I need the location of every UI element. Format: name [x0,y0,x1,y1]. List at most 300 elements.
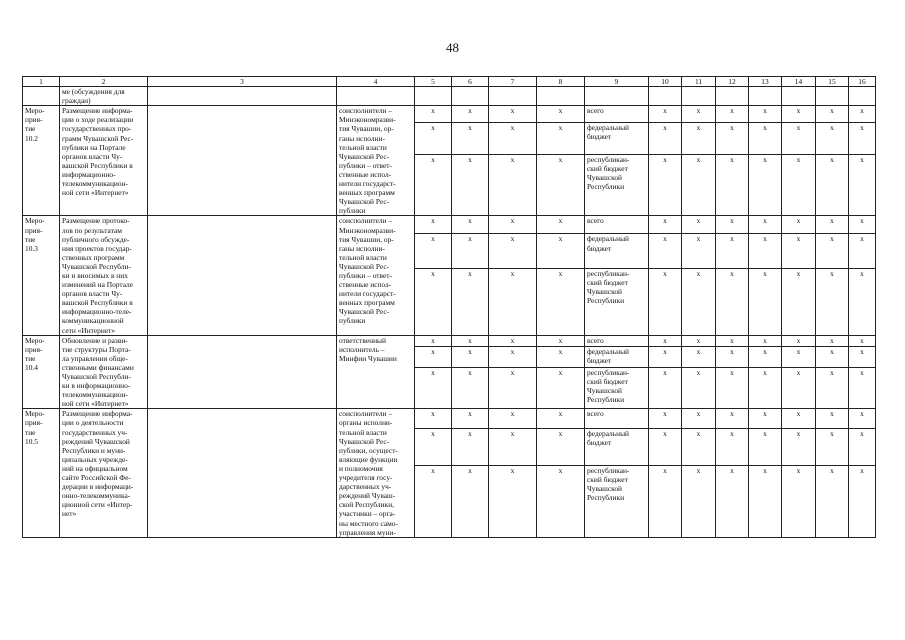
column-number: 7 [489,77,537,87]
activity-id-line: 10.4 [25,362,38,372]
funding-source-line: Чувашской [587,172,623,182]
carry-over-line: ме (обсуждения для [62,87,125,97]
executor-line: публики [339,206,366,216]
activity-name-line: ственными финансами [62,362,134,372]
mark-cell: x [489,106,537,123]
column-number: 4 [337,77,415,87]
mark-cell: x [452,154,489,216]
value-cell: x [716,154,749,216]
funding-source-line: всего [587,335,604,345]
funding-source [585,122,649,154]
activity-name-line: информационно-теле- [62,307,132,317]
funding-source [585,346,649,367]
activity-name-line: ной сети «Интернет» [62,399,129,409]
activity-funding-row [23,106,876,123]
executor-line: нители государст- [339,289,396,299]
value-cell: x [782,216,816,234]
value-cell: x [816,409,849,428]
activity-id-line: Меро- [25,216,45,226]
executor-line: учредителя госу- [339,473,393,483]
funding-source-line: республикан- [587,154,630,164]
executor-line: тельной власти [339,427,387,437]
executor-line: венных программ [339,188,395,198]
column-number: 11 [682,77,716,87]
value-cell: x [716,428,749,465]
column-number: 6 [452,77,489,87]
value-cell: x [816,122,849,154]
activity-id-line: тие [25,124,36,134]
mark-cell: x [415,465,452,537]
column-number: 2 [60,77,148,87]
funding-source [585,335,649,346]
value-cell: x [849,428,876,465]
value-cell: x [682,335,716,346]
value-cell: x [849,216,876,234]
value-cell: x [816,335,849,346]
activity-name-line: грамм Чувашской Рес- [62,133,134,143]
mark-cell: x [452,346,489,367]
value-cell: x [749,335,782,346]
mark-cell: x [452,409,489,428]
value-cell: x [849,268,876,335]
funding-source [585,268,649,335]
value-cell: x [816,106,849,123]
value-cell: x [782,106,816,123]
value-cell: x [749,346,782,367]
value-cell: x [716,268,749,335]
value-cell: x [816,234,849,268]
column-number: 14 [782,77,816,87]
mark-cell: x [452,234,489,268]
activity-id-line: прия- [25,418,43,428]
column-number: 8 [537,77,585,87]
value-cell: x [816,216,849,234]
activity-id-line: прия- [25,344,43,354]
funding-source-line: бюджет [587,132,612,142]
executor-line: органы исполни- [339,418,393,428]
column-number: 15 [816,77,849,87]
value-cell: x [849,106,876,123]
funding-source-line: всего [587,216,604,226]
activity-name-line: ной сети «Интернет» [62,188,129,198]
activity-id-line: 10.2 [25,133,38,143]
activity-name-line: ции о ходе реализации [62,115,134,125]
mark-cell: x [415,428,452,465]
value-cell: x [849,368,876,409]
value-cell: x [649,465,682,537]
value-cell: x [782,409,816,428]
value-cell: x [782,346,816,367]
activity-name-line: ки и вносимых в них [62,270,128,280]
column-number-row [23,77,876,87]
value-cell: x [749,216,782,234]
value-cell: x [749,268,782,335]
activity-name-line: публики на Портале [62,142,126,152]
value-cell: x [782,154,816,216]
activity-name-line: вашской Республики в [62,298,133,308]
column-number: 1 [23,77,60,87]
activity-id-line: 10.5 [25,436,38,446]
executor-line: соисполнители – [339,106,393,116]
funding-source-line: ский бюджет [587,377,628,387]
activity-id [23,409,60,537]
executor-line: ганы исполни- [339,243,385,253]
executor-line: Чувашской Рес- [339,151,390,161]
mark-cell: x [452,368,489,409]
activity-column-3 [148,216,337,335]
activity-name-line: ственных программ [62,252,125,262]
mark-cell: x [489,409,537,428]
activity-name-line: информационно- [62,169,116,179]
mark-cell: x [537,409,585,428]
mark-cell: x [415,409,452,428]
mark-cell: x [415,335,452,346]
executor-line: Чувашской Рес- [339,261,390,271]
value-cell: x [816,154,849,216]
activity-name-line: телекоммуникацион- [62,390,128,400]
page-number: 48 [446,40,459,55]
mark-cell: x [537,154,585,216]
funding-source-line: Чувашской [587,286,623,296]
value-cell: x [816,346,849,367]
activity-name-line: Обновление и разви- [62,335,128,345]
mark-cell: x [537,122,585,154]
mark-cell: x [489,368,537,409]
mark-cell: x [415,154,452,216]
activity-name-line: органов власти Чу- [62,151,123,161]
activity-name-line: ки в информационно- [62,381,131,391]
value-cell: x [749,428,782,465]
mark-cell: x [537,234,585,268]
executor-line: тия Чувашии, ор- [339,234,394,244]
executor-line: тельной власти [339,142,387,152]
funding-source [585,428,649,465]
mark-cell: x [537,368,585,409]
executor-line: и полномочия [339,463,383,473]
column-number: 10 [649,77,682,87]
value-cell: x [782,122,816,154]
executor-line: вляющие функции [339,454,398,464]
value-cell: x [782,465,816,537]
activity-name-line: вашской Республики в [62,160,133,170]
funding-source-line: Чувашской [587,483,623,493]
executor-line: ганы исполни- [339,133,385,143]
value-cell: x [649,346,682,367]
executor-line: публики, осущест- [339,445,398,455]
value-cell: x [849,234,876,268]
activity-name-line: органов власти Чу- [62,289,123,299]
mark-cell: x [489,268,537,335]
activity-id-line: прия- [25,115,43,125]
value-cell: x [716,346,749,367]
activity-name-line: ции о деятельности [62,418,124,428]
activity-name-line: ла управления обще- [62,353,128,363]
value-cell: x [782,428,816,465]
funding-source-line: бюджет [587,437,612,447]
activity-id-line: Меро- [25,409,45,419]
funding-source [585,234,649,268]
activity-id-line: тие [25,427,36,437]
activity-executors [337,216,415,335]
column-number: 3 [148,77,337,87]
value-cell: x [682,346,716,367]
funding-source-line: ский бюджет [587,163,628,173]
mark-cell: x [537,428,585,465]
funding-source-line: федеральный [587,234,629,244]
funding-source-line: республикан- [587,368,630,377]
value-cell: x [849,154,876,216]
activity-funding-row [23,216,876,234]
activity-executors [337,335,415,409]
activity-name-line: Республики и муни- [62,445,126,455]
executor-line: тельной власти [339,252,387,262]
column-number: 9 [585,77,649,87]
executor-line: ской Республики, [339,500,394,510]
mark-cell: x [537,268,585,335]
funding-source-line: всего [587,409,604,419]
activity-name-line: ционной сети «Интер- [62,500,133,510]
mark-cell: x [489,428,537,465]
mark-cell: x [452,268,489,335]
value-cell: x [682,428,716,465]
activity-executors [337,106,415,216]
value-cell: x [816,465,849,537]
executor-line: соисполнители – [339,216,393,226]
funding-source [585,154,649,216]
funding-source [585,368,649,409]
activity-id [23,335,60,409]
executor-line: тия Чувашии, ор- [339,124,394,134]
activity-id-line: тие [25,353,36,363]
value-cell: x [682,122,716,154]
mark-cell: x [489,216,537,234]
carry-over-row [23,87,876,106]
value-cell: x [782,268,816,335]
activity-column-3 [148,106,337,216]
activity-name-line: лов по результатам [62,225,122,235]
value-cell: x [716,234,749,268]
value-cell: x [649,216,682,234]
value-cell: x [682,465,716,537]
column-number: 16 [849,77,876,87]
value-cell: x [749,465,782,537]
executor-line: нители государст- [339,179,396,189]
activity-name-line: Размещение протоко- [62,216,130,226]
value-cell: x [649,409,682,428]
mark-cell: x [537,216,585,234]
funding-source-line: федеральный [587,346,629,356]
activity-name-line: дерации в информаци- [62,482,134,492]
activity-id-line: тие [25,234,36,244]
carry-over-text [60,87,148,106]
column-number: 12 [716,77,749,87]
executor-line: исполнитель – [339,344,385,354]
mark-cell: x [452,106,489,123]
value-cell: x [849,122,876,154]
activity-funding-row [23,335,876,346]
mark-cell: x [489,154,537,216]
carry-over-line: граждан) [62,96,91,106]
value-cell: x [849,465,876,537]
activity-name-line: Размещение информа- [62,106,133,116]
funding-source-line: Чувашской [587,386,623,396]
program-activities-table [22,76,876,538]
mark-cell: x [415,346,452,367]
executor-line: Чувашской Рес- [339,436,390,446]
activity-column-3 [148,335,337,409]
value-cell: x [782,368,816,409]
value-cell: x [849,346,876,367]
mark-cell: x [537,106,585,123]
executor-line: реждений Чуваш- [339,491,396,501]
funding-source-line: бюджет [587,243,612,253]
executor-line: Минфин Чувашии [339,353,397,363]
funding-source-line: бюджет [587,355,612,365]
column-number: 13 [749,77,782,87]
executor-line: Чувашской Рес- [339,197,390,207]
value-cell: x [849,335,876,346]
mark-cell: x [415,234,452,268]
value-cell: x [749,234,782,268]
carry-over-id [23,87,60,106]
value-cell: x [716,216,749,234]
activity-id [23,106,60,216]
value-cell: x [682,216,716,234]
activity-name-line: государственных уч- [62,427,128,437]
mark-cell: x [452,428,489,465]
mark-cell: x [452,216,489,234]
mark-cell: x [489,234,537,268]
activity-name-line: Чувашской Республи- [62,372,131,381]
activity-name-line: государственных про- [62,124,132,134]
mark-cell: x [489,346,537,367]
activity-name-line: сайте Российской Фе- [62,473,131,483]
funding-source-line: Республики [587,296,625,306]
value-cell: x [749,106,782,123]
value-cell: x [649,268,682,335]
funding-source [585,216,649,234]
value-cell: x [649,234,682,268]
value-cell: x [649,368,682,409]
column-number: 5 [415,77,452,87]
value-cell: x [716,122,749,154]
value-cell: x [816,268,849,335]
value-cell: x [682,154,716,216]
value-cell: x [649,428,682,465]
activity-name-line: телекоммуникацион- [62,179,128,189]
funding-source-line: республикан- [587,268,630,278]
activity-name [60,409,148,537]
activity-name-line: коммуникационной [62,316,124,326]
executor-line: Чувашской Рес- [339,307,390,317]
value-cell: x [682,106,716,123]
value-cell: x [849,409,876,428]
mark-cell: x [415,106,452,123]
executor-line: публики – ответ- [339,160,392,170]
activity-funding-row [23,409,876,428]
executor-line: ны местного само- [339,518,398,528]
mark-cell: x [489,335,537,346]
activity-name-line: Чувашской Республи- [62,261,131,271]
funding-source-line: федеральный [587,428,629,438]
activity-name-line: ципальных учрежде- [62,454,128,464]
activity-name-line: тие структуры Порта- [62,344,131,354]
funding-source [585,409,649,428]
value-cell: x [649,335,682,346]
value-cell: x [682,268,716,335]
value-cell: x [649,154,682,216]
activity-name [60,106,148,216]
value-cell: x [716,409,749,428]
value-cell: x [816,428,849,465]
funding-source [585,106,649,123]
executor-line: дарственных уч- [339,482,392,492]
activity-column-3 [148,409,337,537]
activity-name-line: онно-телекоммуника- [62,491,131,501]
executor-line: публики – ответ- [339,270,392,280]
funding-source-line: Республики [587,493,625,502]
value-cell: x [649,106,682,123]
executor-line: ответственный [339,335,386,345]
activity-name [60,216,148,335]
activity-name-line: ний на официальном [62,463,128,473]
funding-source-line: Республики [587,395,625,405]
mark-cell: x [415,268,452,335]
activity-name-line: нет» [62,509,77,519]
executor-line: Минэкономразви- [339,225,396,235]
executor-line: соисполнители – [339,409,393,419]
executor-line: венных программ [339,298,395,308]
mark-cell: x [415,216,452,234]
funding-source-line: Республики [587,181,625,191]
funding-source-line: республикан- [587,465,630,475]
mark-cell: x [537,335,585,346]
activity-name-line: ния проектов государ- [62,243,132,253]
executor-line: публики [339,316,366,326]
activity-name-line: сети «Интернет» [62,325,116,335]
value-cell: x [716,368,749,409]
executor-line: Минэкономразви- [339,115,396,125]
mark-cell: x [489,122,537,154]
mark-cell: x [537,346,585,367]
value-cell: x [649,122,682,154]
funding-source [585,465,649,537]
mark-cell: x [452,122,489,154]
funding-source-line: ский бюджет [587,474,628,484]
activity-id-line: Меро- [25,106,45,116]
mark-cell: x [452,335,489,346]
executor-line: ственные испол- [339,169,392,179]
value-cell: x [682,368,716,409]
value-cell: x [716,335,749,346]
value-cell: x [782,234,816,268]
funding-source-line: ский бюджет [587,277,628,287]
value-cell: x [749,368,782,409]
mark-cell: x [537,465,585,537]
activity-executors [337,409,415,537]
value-cell: x [749,154,782,216]
activity-name-line: публичного обсужде- [62,234,130,244]
activity-name [60,335,148,409]
activity-name-line: реждений Чувашской [62,436,130,446]
value-cell: x [749,122,782,154]
value-cell: x [682,234,716,268]
funding-source-line: федеральный [587,122,629,132]
funding-source-line: всего [587,106,604,116]
value-cell: x [749,409,782,428]
activity-id [23,216,60,335]
value-cell: x [782,335,816,346]
